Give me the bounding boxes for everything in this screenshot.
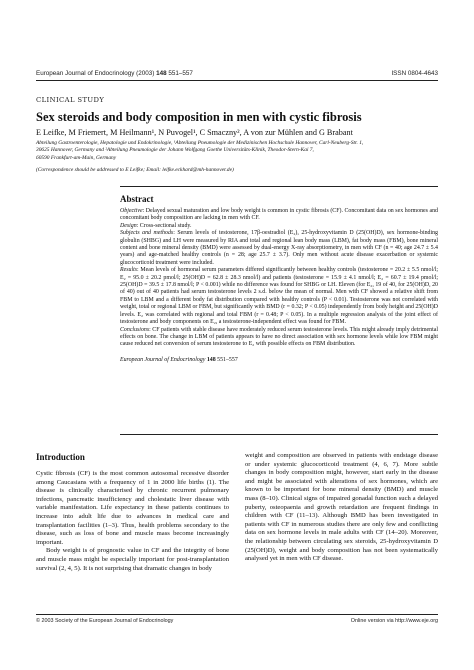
results-label: Results xyxy=(120,267,138,274)
abstract-body xyxy=(120,208,438,364)
intro-paragraph: Body weight is of prognostic value in CF and the integrity of bone and muscle mass might be especially important for post-transplantation survival (2, 4, 5). It is not surprising that dramatic changes in body xyxy=(36,547,229,572)
author-list: E Leifke, M Friemert, M Heilmann¹, N Puvogel¹, C Smaczny², A von zur Mühlen and G Brabant xyxy=(36,128,353,137)
article-title: Sex steroids and body composition in men with cystic fibrosis xyxy=(36,110,362,124)
intro-paragraph: Cystic fibrosis (CF) is the most common autosomal recessive disorder among Caucasians with a frequency of 1 in 2000 life births (1). The disease is clinically characterised by chronic recurrent pulmonary infections, pancreatic insufficiency and cholestatic liver disease with variable manifestation. Life expectancy in these patients continues to increase into adult life due to advances in medical care and transplantation facilities (1–3). Thus, health problems secondary to the disease, such as loss of bone and muscle mass become increasingly important. xyxy=(36,470,229,546)
design-label: Design xyxy=(120,222,137,229)
objective-label: Objective xyxy=(120,208,143,214)
abstract-heading: Abstract xyxy=(120,194,154,204)
affiliation-line: 60590 Frankfurt-am-Main, Germany xyxy=(36,154,117,161)
copyright: © 2003 Society of the European Journal of Endocrinology xyxy=(36,618,174,624)
affiliation-line: Abteilung Gastroenterologie, Hepatologie und Endokrinologie, ¹Abteilung Pneumologie der Medizinischen Hochschule Hannover, Carl-Neuberg-Str. 1, xyxy=(36,140,364,146)
online-version: Online version via http://www.eje.org xyxy=(350,618,438,624)
page-range: 551–557 xyxy=(166,70,193,77)
abstract-methods: Subjects and methods: Serum levels of testosterone, 17β-oestradiol (E₂), 25-hydroxyvitamin D (25(OH)D), sex hormone-binding globulin (SHBG) and LH were measured by RIA and total and regional lean body mass (LBM), fat body mass (FBM), bone mineral content and bone mineral density (BMD) were assessed by dual-energy X-ray absorptiometry, in men with CF (n = 40; age 24.7 ± 5.4 years) and age-matched healthy controls (n = 28; age 25.7 ± 3.7). Only men without acute disease exacerbation or systemic glucocorticoid treatment were included. xyxy=(120,230,438,266)
abstract-design: Design: Cross-sectional study. xyxy=(120,222,192,229)
abstract-conclusions: Conclusions: CF patients with stable disease have moderately reduced serum testosterone levels. This might already imply detrimental effects on bone. The change in LBM of patients appears to have no direct association with sex hormone levels while low FBM might cause reduced net conversion of serum testosterone to E₂ with possible effects on FBM distribution. xyxy=(120,326,438,348)
abstract-bottom-rule xyxy=(120,434,438,435)
issn: ISSN 0804-4643 xyxy=(391,70,438,77)
abstract-citation: European Journal of Endocrinology 148 551–557 xyxy=(120,356,238,363)
section-label: CLINICAL STUDY xyxy=(36,96,105,104)
intro-left-column xyxy=(36,470,229,573)
journal-name: European Journal of Endocrinology (2003) xyxy=(36,70,157,77)
header-rule xyxy=(36,80,438,81)
intro-right-column xyxy=(245,452,438,564)
introduction-heading: Introduction xyxy=(36,452,85,462)
abstract-results: Results: Mean levels of hormonal serum parameters differed significantly between healthy controls (testosterone = 20.2 ± 5.5 nmol/l; E₂ = 95.0 ± 20.2 pmol/l; 25(OH)D = 62.8 ± 28.3 nmol/l) and patients (testosterone = 15.9 ± 4.1 nmol/l; E₂ = 60.7 ± 19.4 pmol/l; 25(OH)D = 39.5 ± 17.8 nmol/l; P < 0.001) while no difference was found for SHBG or LH. Eleven (for E₂, 19 of 40, for 25(OH)D, 20 of 40) out of 40 patients had serum testosterone levels 2 s.d. below the mean of normal. Men with CF showed a relative shift from FBM to LBM and a different body fat distribution compared with healthy controls (P < 0.01). Testosterone was not correlated with weight, total or regional LBM or FBM, but significantly with BMD (r = 0.32; P < 0.05) independently from body height and 25(OH)D levels. E₂ was correlated with regional and total FBM (r = 0.48; P < 0.05). In a multiple regression analysis of the joint effect of testosterone and body components on E₂, a testosterone-independent effect was found for FBM. xyxy=(120,267,438,326)
intro-paragraph: weight and composition are observed in patients with endstage disease or under systemic glucocorticoid treatment (4, 6, 7). More subtle changes in body composition might, however, start early in the disease and might be associated with alterations of sex hormones, which are known to be important for bone mineral density (BMD) and muscle mass (8–10). Clinical signs of impaired gonadal function such a delayed puberty, osteopaenia and growth retardation are frequent findings in children with CF (11–13). Although BMD has been investigated in patients with CF in numerous studies there are only few and conflicting data on sex hormone levels in male adults with CF (14–20). Moreover, the relationship between circulating sex steroids, 25-hydroxyvitamin D (25(OH)D), weight and body composition has not been systematically analysed yet in men with CF disease. xyxy=(245,452,438,563)
affiliations xyxy=(36,140,446,162)
methods-label: Subjects and methods xyxy=(120,230,174,237)
correspondence: (Correspondence should be addressed to E Leifke; Email: leifke.eckhard@mh-hannover.de) xyxy=(36,167,234,173)
running-header xyxy=(36,70,193,77)
affiliation-line: 30625 Hannover, Germany and ²Abteilung Pneumologie der Johann Wolfgang Goethe Universitäts-Klinik, Theodor-Stern-Kai 7, xyxy=(36,147,314,154)
footer-rule xyxy=(36,614,438,615)
conclusions-label: Conclusions xyxy=(120,326,150,333)
abstract-top-rule xyxy=(120,186,438,187)
abstract-objective: Objective: Delayed sexual maturation and low body weight is common in cystic fibrosis (CF). Concomitant data on sex hormones and concomitant body composition are lacking in men with CF. xyxy=(120,208,438,222)
volume-number: 148 xyxy=(156,70,167,77)
